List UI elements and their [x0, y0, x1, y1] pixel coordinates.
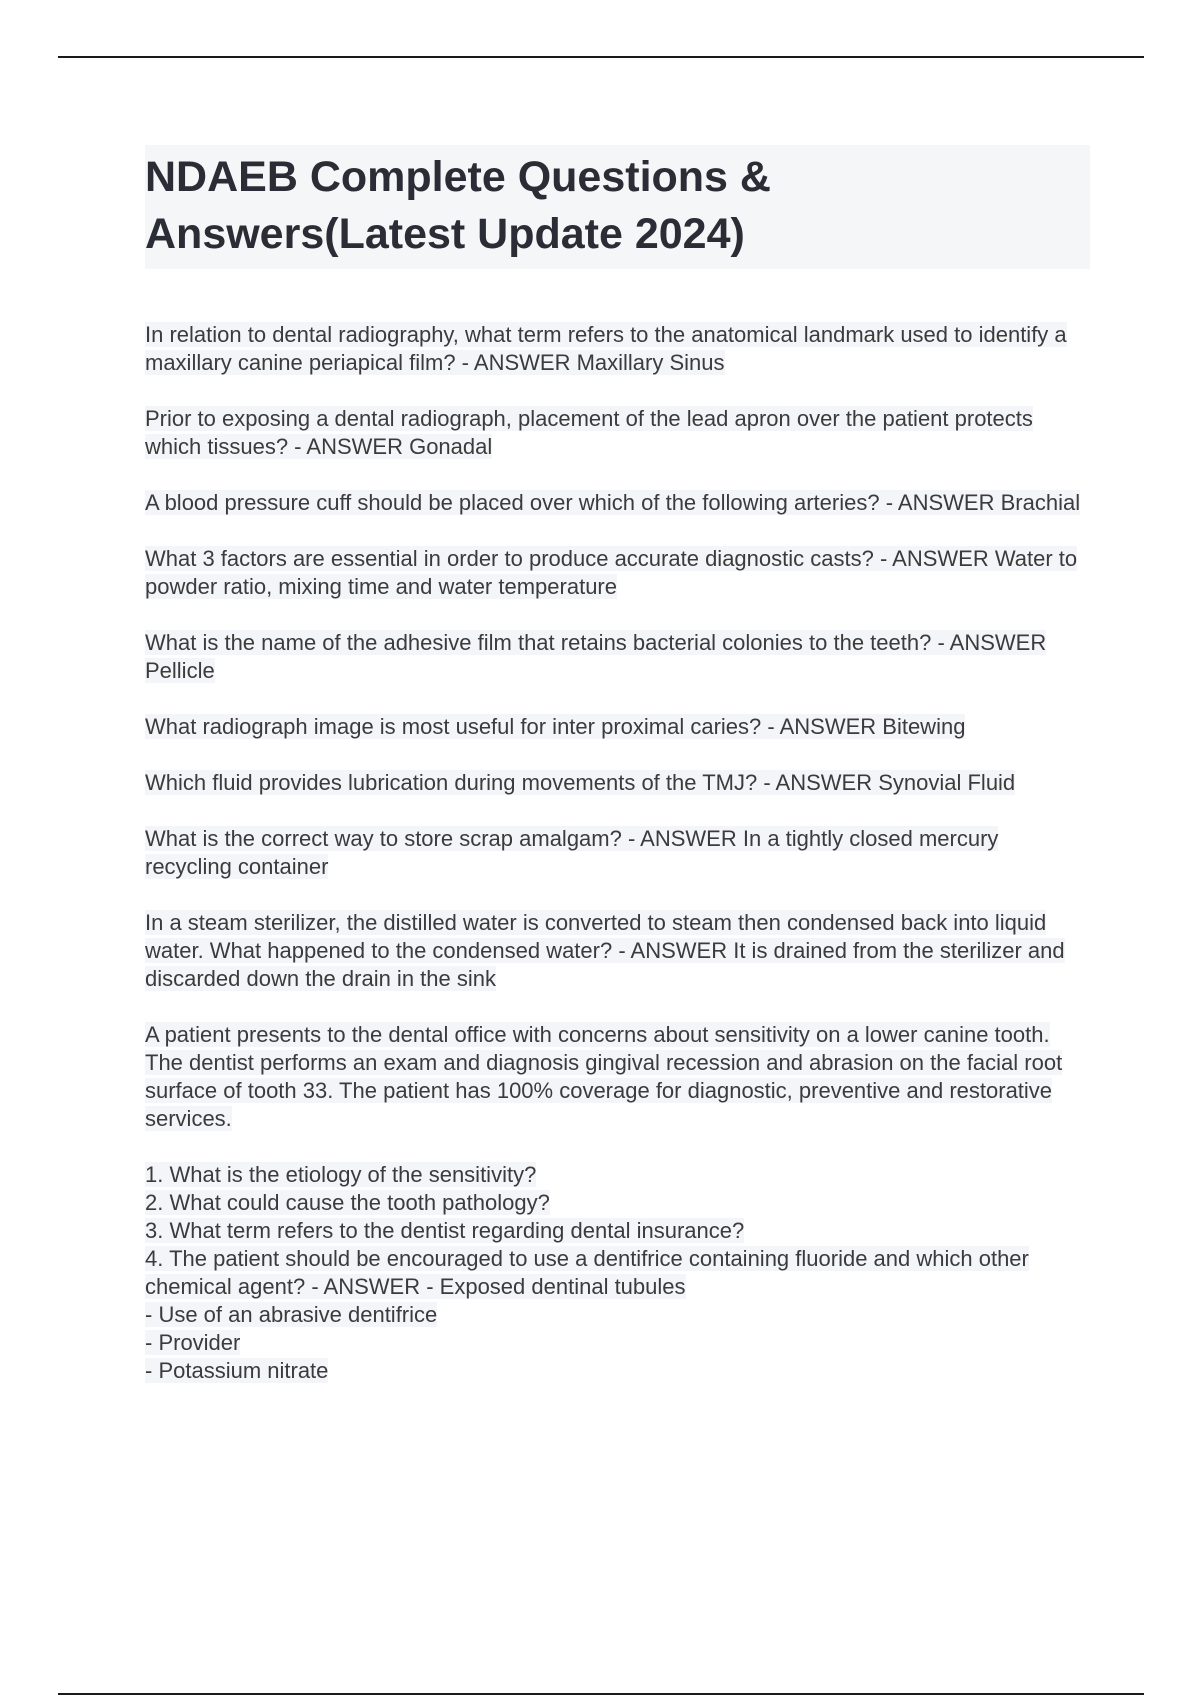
title-block	[145, 145, 1090, 269]
qa-item	[145, 321, 1090, 377]
case-line	[145, 1245, 1090, 1301]
case-line	[145, 1217, 1090, 1245]
qa-item	[145, 1021, 1090, 1133]
case-line	[145, 1357, 1090, 1385]
qa-text: In a steam sterilizer, the distilled water is converted to steam then condensed back into liquid water. What happened to the condensed water? - ANSWER It is drained from the sterilizer and discarded down the drain in the sink	[145, 910, 1065, 991]
qa-item	[145, 405, 1090, 461]
qa-item	[145, 825, 1090, 881]
qa-text: What radiograph image is most useful for inter proximal caries? - ANSWER Bitewing	[145, 714, 966, 739]
qa-text: A blood pressure cuff should be placed over which of the following arteries? - ANSWER Brachial	[145, 490, 1081, 515]
qa-text: What is the name of the adhesive film that retains bacterial colonies to the teeth? - ANSWER Pellicle	[145, 630, 1047, 683]
qa-item	[145, 489, 1090, 517]
case-line-text: - Provider	[145, 1330, 241, 1355]
qa-text: What is the correct way to store scrap amalgam? - ANSWER In a tightly closed mercury recycling container	[145, 826, 999, 879]
case-line	[145, 1329, 1090, 1357]
case-line	[145, 1161, 1090, 1189]
qa-text: A patient presents to the dental office with concerns about sensitivity on a lower canine tooth. The dentist performs an exam and diagnosis gingival recession and abrasion on the facial root surface of tooth 33. The patient has 100% coverage for diagnostic, preventive and restorative services.	[145, 1022, 1063, 1131]
case-line	[145, 1189, 1090, 1217]
qa-text: In relation to dental radiography, what term refers to the anatomical landmark used to identify a maxillary canine periapical film? - ANSWER Maxillary Sinus	[145, 322, 1067, 375]
case-line-text: - Use of an abrasive dentifrice	[145, 1302, 438, 1327]
document-title: NDAEB Complete Questions & Answers(Latest Update 2024)	[145, 153, 771, 258]
qa-text: What 3 factors are essential in order to produce accurate diagnostic casts? - ANSWER Water to powder ratio, mixing time and water temperature	[145, 546, 1078, 599]
qa-item	[145, 769, 1090, 797]
case-line-text: 1. What is the etiology of the sensitivity?	[145, 1162, 537, 1187]
bottom-divider	[58, 1693, 1144, 1695]
case-line	[145, 1301, 1090, 1329]
case-questions	[145, 1161, 1090, 1385]
top-divider	[58, 56, 1144, 58]
qa-text: Which fluid provides lubrication during movements of the TMJ? - ANSWER Synovial Fluid	[145, 770, 1016, 795]
qa-item	[145, 629, 1090, 685]
case-line-text: - Potassium nitrate	[145, 1358, 329, 1383]
case-line-text: 3. What term refers to the dentist regarding dental insurance?	[145, 1218, 745, 1243]
qa-text: Prior to exposing a dental radiograph, placement of the lead apron over the patient protects which tissues? - ANSWER Gonadal	[145, 406, 1033, 459]
case-line-text: 2. What could cause the tooth pathology?	[145, 1190, 550, 1215]
document-body	[145, 145, 1090, 1385]
qa-item	[145, 909, 1090, 993]
qa-item	[145, 545, 1090, 601]
qa-item	[145, 713, 1090, 741]
case-line-text: 4. The patient should be encouraged to use a dentifrice containing fluoride and which other chemical agent? - ANSWER - Exposed dentinal tubules	[145, 1246, 1029, 1299]
